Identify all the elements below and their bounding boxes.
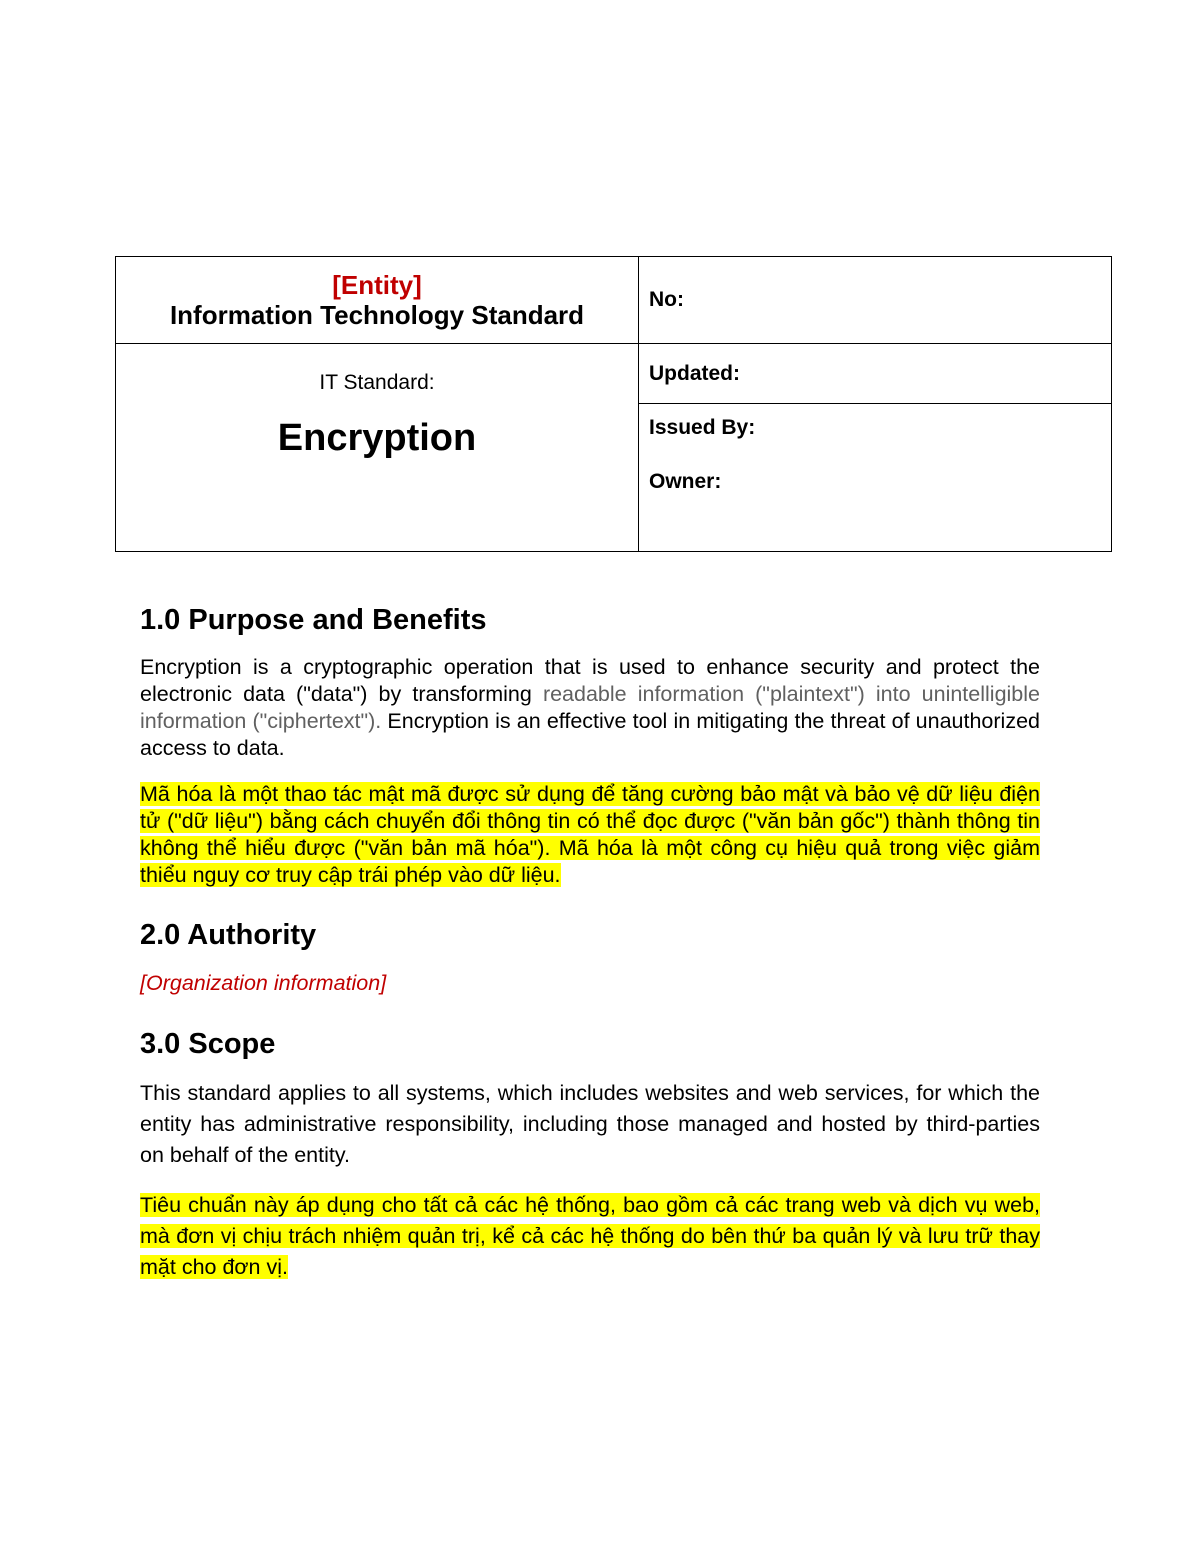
purpose-text-part1: Encryption is a cryptographic operation that is used to enhance security and protect the electronic data ("data") by transforming xyxy=(140,655,1040,706)
purpose-text-part2: Encryption is an effective tool in mitigating the threat of unauthorized access to data. xyxy=(140,709,1040,760)
updated-cell xyxy=(639,344,1112,404)
section-heading-scope: 3.0 Scope xyxy=(140,1028,276,1060)
entity-placeholder: [Entity] xyxy=(332,270,422,300)
document-type-title: Information Technology Standard xyxy=(169,300,585,330)
owner-label: Owner: xyxy=(649,470,722,493)
scope-paragraph-vi xyxy=(140,1190,1040,1283)
issued-owner-cell xyxy=(639,404,1112,552)
standard-label: IT Standard: xyxy=(319,371,435,394)
section-heading-purpose: 1.0 Purpose and Benefits xyxy=(140,604,487,636)
document-header-table xyxy=(115,256,1112,552)
section-heading-authority: 2.0 Authority xyxy=(140,919,317,951)
issued-by-label: Issued By: xyxy=(649,416,756,439)
document-body xyxy=(140,600,1040,1283)
number-cell xyxy=(639,257,1112,344)
title-cell xyxy=(116,257,639,344)
organization-info-placeholder: [Organization information] xyxy=(140,971,387,995)
scope-paragraph-en: This standard applies to all systems, which includes websites and web services, for which the entity has administrative responsibility, including those managed and hosted by third-parties on behalf of the entity. xyxy=(140,1081,1040,1167)
standard-name: Encryption xyxy=(277,417,477,459)
updated-label: Updated: xyxy=(649,361,740,385)
purpose-paragraph-vi xyxy=(140,781,1040,889)
authority-paragraph xyxy=(140,970,1040,997)
purpose-text-gray: readable information ("plaintext") into unintelligible information ("ciphertext"). xyxy=(140,682,1040,733)
purpose-paragraph-en xyxy=(140,654,1040,762)
scope-text-vi-highlighted: Tiêu chuẩn này áp dụng cho tất cả các hệ thống, bao gồm cả các trang web và dịch vụ web, mà đơn vị chịu trách nhiệm quản trị, kể cả các hệ thống do bên thứ ba quản lý và lưu trữ thay mặt cho đơn vị. xyxy=(140,1193,1040,1279)
purpose-text-vi-highlighted: Mã hóa là một thao tác mật mã được sử dụng để tăng cường bảo mật và bảo vệ dữ liệu điện tử ("dữ liệu") bằng cách chuyển đổi thông tin có thể đọc được ("văn bản gốc") thành thông tin không thể hiểu được ("văn bản mã hóa"). Mã hóa là một công cụ hiệu quả trong việc giảm thiểu nguy cơ truy cập trái phép vào dữ liệu. xyxy=(140,782,1040,887)
standard-cell xyxy=(116,344,639,552)
number-label: No: xyxy=(649,288,684,311)
